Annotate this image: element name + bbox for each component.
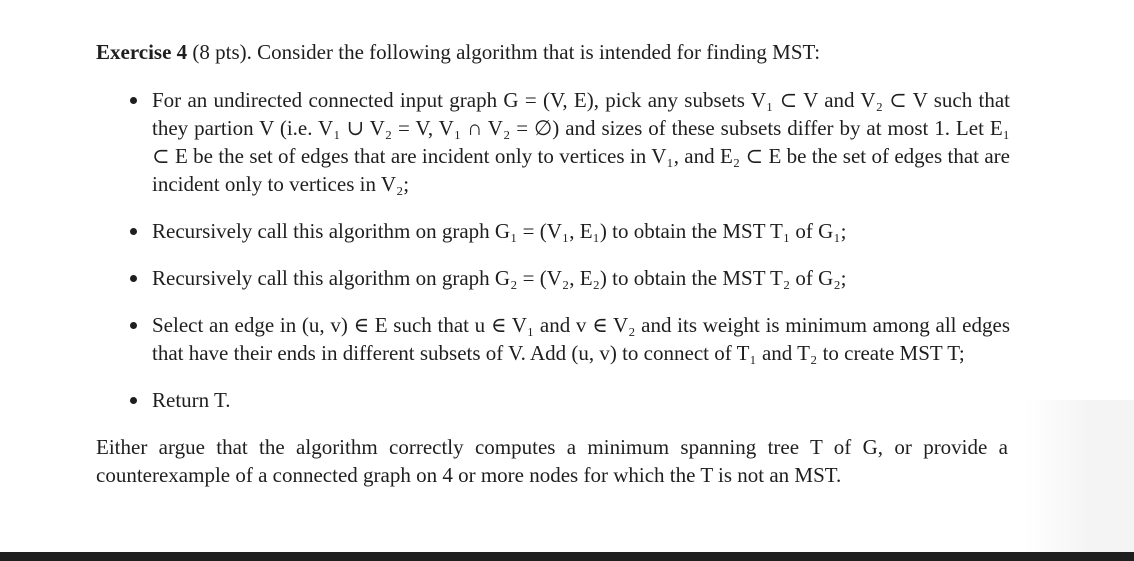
list-item: [96, 86, 1010, 198]
bottom-edge-bar: [0, 552, 1134, 561]
exercise-title: Exercise 4: [96, 40, 188, 64]
list-item: [96, 264, 1010, 292]
list-item: [96, 311, 1010, 367]
algorithm-steps-list: [96, 86, 1016, 414]
bullet-icon: [130, 228, 137, 235]
exercise-points: (8 pts).: [192, 40, 252, 64]
bullet-icon: [130, 322, 137, 329]
exercise-content: [96, 38, 1016, 510]
step-text: Recursively call this algorithm on graph G₁ = (V₁, E₁) to obtain the MST T₁ of G₁;: [152, 219, 847, 243]
step-text: For an undirected connected input graph G = (V, E), pick any subsets V₁ ⊂ V and V₂ ⊂ V such that they partion V (i.e. V₁ ∪ V₂ = V, V₁ ∩ V₂ = ∅) and sizes of these subsets differ by at most 1. Let E₁ ⊂ E be the set of edges that are incident only to vertices in V₁, and E₂ ⊂ E be the set of edges that are incident only to vertices in V₂;: [152, 88, 1010, 196]
bullet-icon: [130, 275, 137, 282]
list-item: [96, 386, 1010, 414]
bullet-icon: [130, 97, 137, 104]
exercise-heading: [96, 38, 1016, 66]
step-text: Recursively call this algorithm on graph G₂ = (V₂, E₂) to obtain the MST T₂ of G₂;: [152, 266, 847, 290]
bullet-icon: [130, 397, 137, 404]
exercise-intro: Consider the following algorithm that is intended for finding MST:: [257, 40, 821, 64]
step-text: Return T.: [152, 388, 231, 412]
page-shadow: [1024, 400, 1134, 552]
conclusion-paragraph: Either argue that the algorithm correctly computes a minimum spanning tree T of G, or provide a counterexample of a connected graph on 4 or more nodes for which the T is not an MST.: [96, 435, 1008, 487]
list-item: [96, 217, 1010, 245]
step-text: Select an edge in (u, v) ∈ E such that u ∈ V₁ and v ∈ V₂ and its weight is minimum among all edges that have their ends in different subsets of V. Add (u, v) to connect of T₁ and T₂ to create MST T;: [152, 313, 1010, 365]
